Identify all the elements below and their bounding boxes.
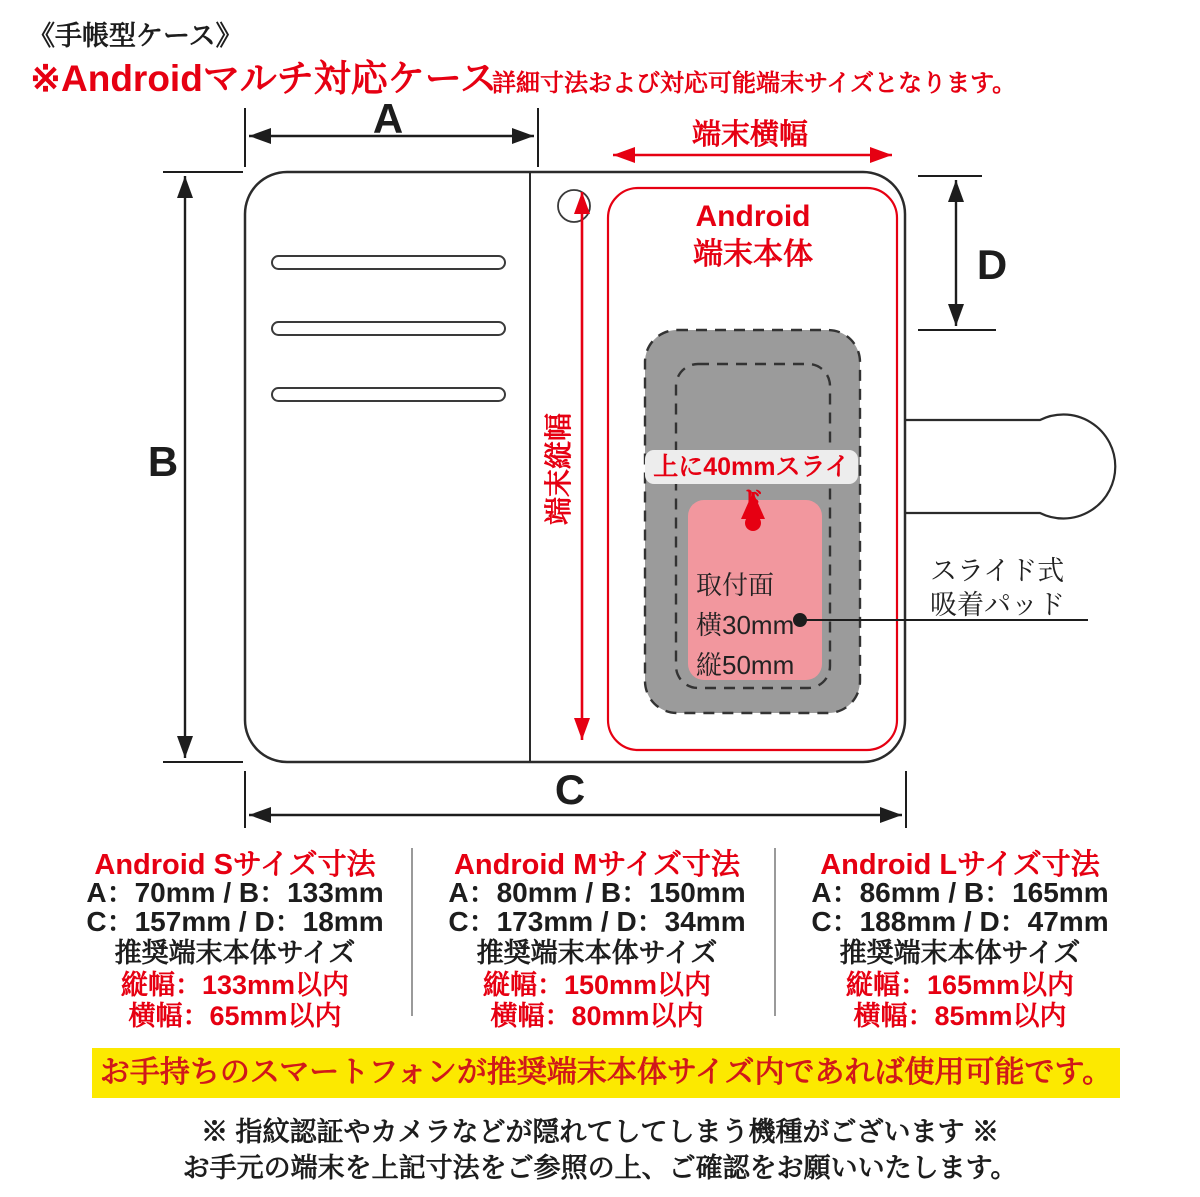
case-type-heading: 《手帳型ケース》 bbox=[28, 21, 243, 51]
size-s-recommend-title: 推奨端末本体サイズ bbox=[114, 938, 356, 968]
size-l-title: Android Lサイズ寸法 bbox=[820, 849, 1100, 881]
size-m-width-limit: 横幅：80mm以内 bbox=[490, 1001, 704, 1031]
slide-pad-line1: スライド式 bbox=[930, 556, 1065, 586]
android-body-line2: 端末本体 bbox=[693, 238, 813, 271]
dim-label-b: B bbox=[147, 438, 179, 485]
strap-hole bbox=[558, 190, 590, 222]
dim-label-d: D bbox=[976, 241, 1008, 288]
page-subtitle: 詳細寸法および対応可能端末サイズとなります。 bbox=[492, 70, 1017, 97]
size-l-dims-ab: A：86mm / B：165mm bbox=[811, 877, 1109, 908]
note-line-1: ※ 指紋認証やカメラなどが隠れてしてしまう機種がございます ※ bbox=[200, 1117, 999, 1147]
slide-pad-line2: 吸着パッド bbox=[930, 590, 1065, 620]
slide-40mm-badge: 上に40mmスライド bbox=[645, 450, 858, 484]
size-m-recommend-title: 推奨端末本体サイズ bbox=[476, 938, 718, 968]
size-s-dims-ab: A：70mm / B：133mm bbox=[86, 877, 384, 908]
clasp-strap bbox=[905, 415, 1115, 519]
size-s-height-limit: 縦幅：133mm以内 bbox=[120, 970, 350, 1000]
slide-pad-label bbox=[930, 554, 1065, 622]
note-line-2: お手元の端末を上記寸法をご参照の上、ご確認をお願いいたします。 bbox=[182, 1153, 1018, 1183]
size-m-dims-cd: C：173mm / D：34mm bbox=[448, 906, 746, 937]
size-m-title: Android Mサイズ寸法 bbox=[453, 849, 741, 881]
card-slot-1 bbox=[272, 256, 505, 269]
card-slot-2 bbox=[272, 322, 505, 335]
card-slot-3 bbox=[272, 388, 505, 401]
mount-surface-line1: 取付面 bbox=[696, 570, 775, 600]
size-m-dims-ab: A：80mm / B：150mm bbox=[448, 877, 746, 908]
android-body-label bbox=[640, 198, 866, 274]
terminal-width-label: 端末横幅 bbox=[691, 119, 808, 151]
dim-label-c: C bbox=[554, 766, 586, 813]
terminal-height-label: 端末縦幅 bbox=[543, 413, 574, 526]
size-l-height-limit: 縦幅：165mm以内 bbox=[845, 970, 1075, 1000]
android-body-line1: Android bbox=[695, 200, 811, 233]
page-title: ※Androidマルチ対応ケース bbox=[30, 58, 497, 99]
size-s-width-limit: 横幅：65mm以内 bbox=[128, 1001, 342, 1031]
size-s-dims-cd: C：157mm / D：18mm bbox=[86, 906, 384, 937]
size-l-recommend-title: 推奨端末本体サイズ bbox=[839, 938, 1081, 968]
mount-surface-line2: 横30mm bbox=[696, 610, 795, 640]
size-m-height-limit: 縦幅：150mm以内 bbox=[482, 970, 712, 1000]
mount-surface-line3: 縦50mm bbox=[696, 650, 795, 680]
dim-label-a: A bbox=[372, 95, 404, 142]
mount-surface-label bbox=[696, 565, 794, 685]
size-l-width-limit: 横幅：85mm以内 bbox=[853, 1001, 1067, 1031]
size-s-title: Android Sサイズ寸法 bbox=[94, 849, 376, 881]
size-l-dims-cd: C：188mm / D：47mm bbox=[811, 906, 1109, 937]
usability-banner: お手持ちのスマートフォンが推奨端末本体サイズ内であれば使用可能です。 bbox=[92, 1048, 1120, 1098]
